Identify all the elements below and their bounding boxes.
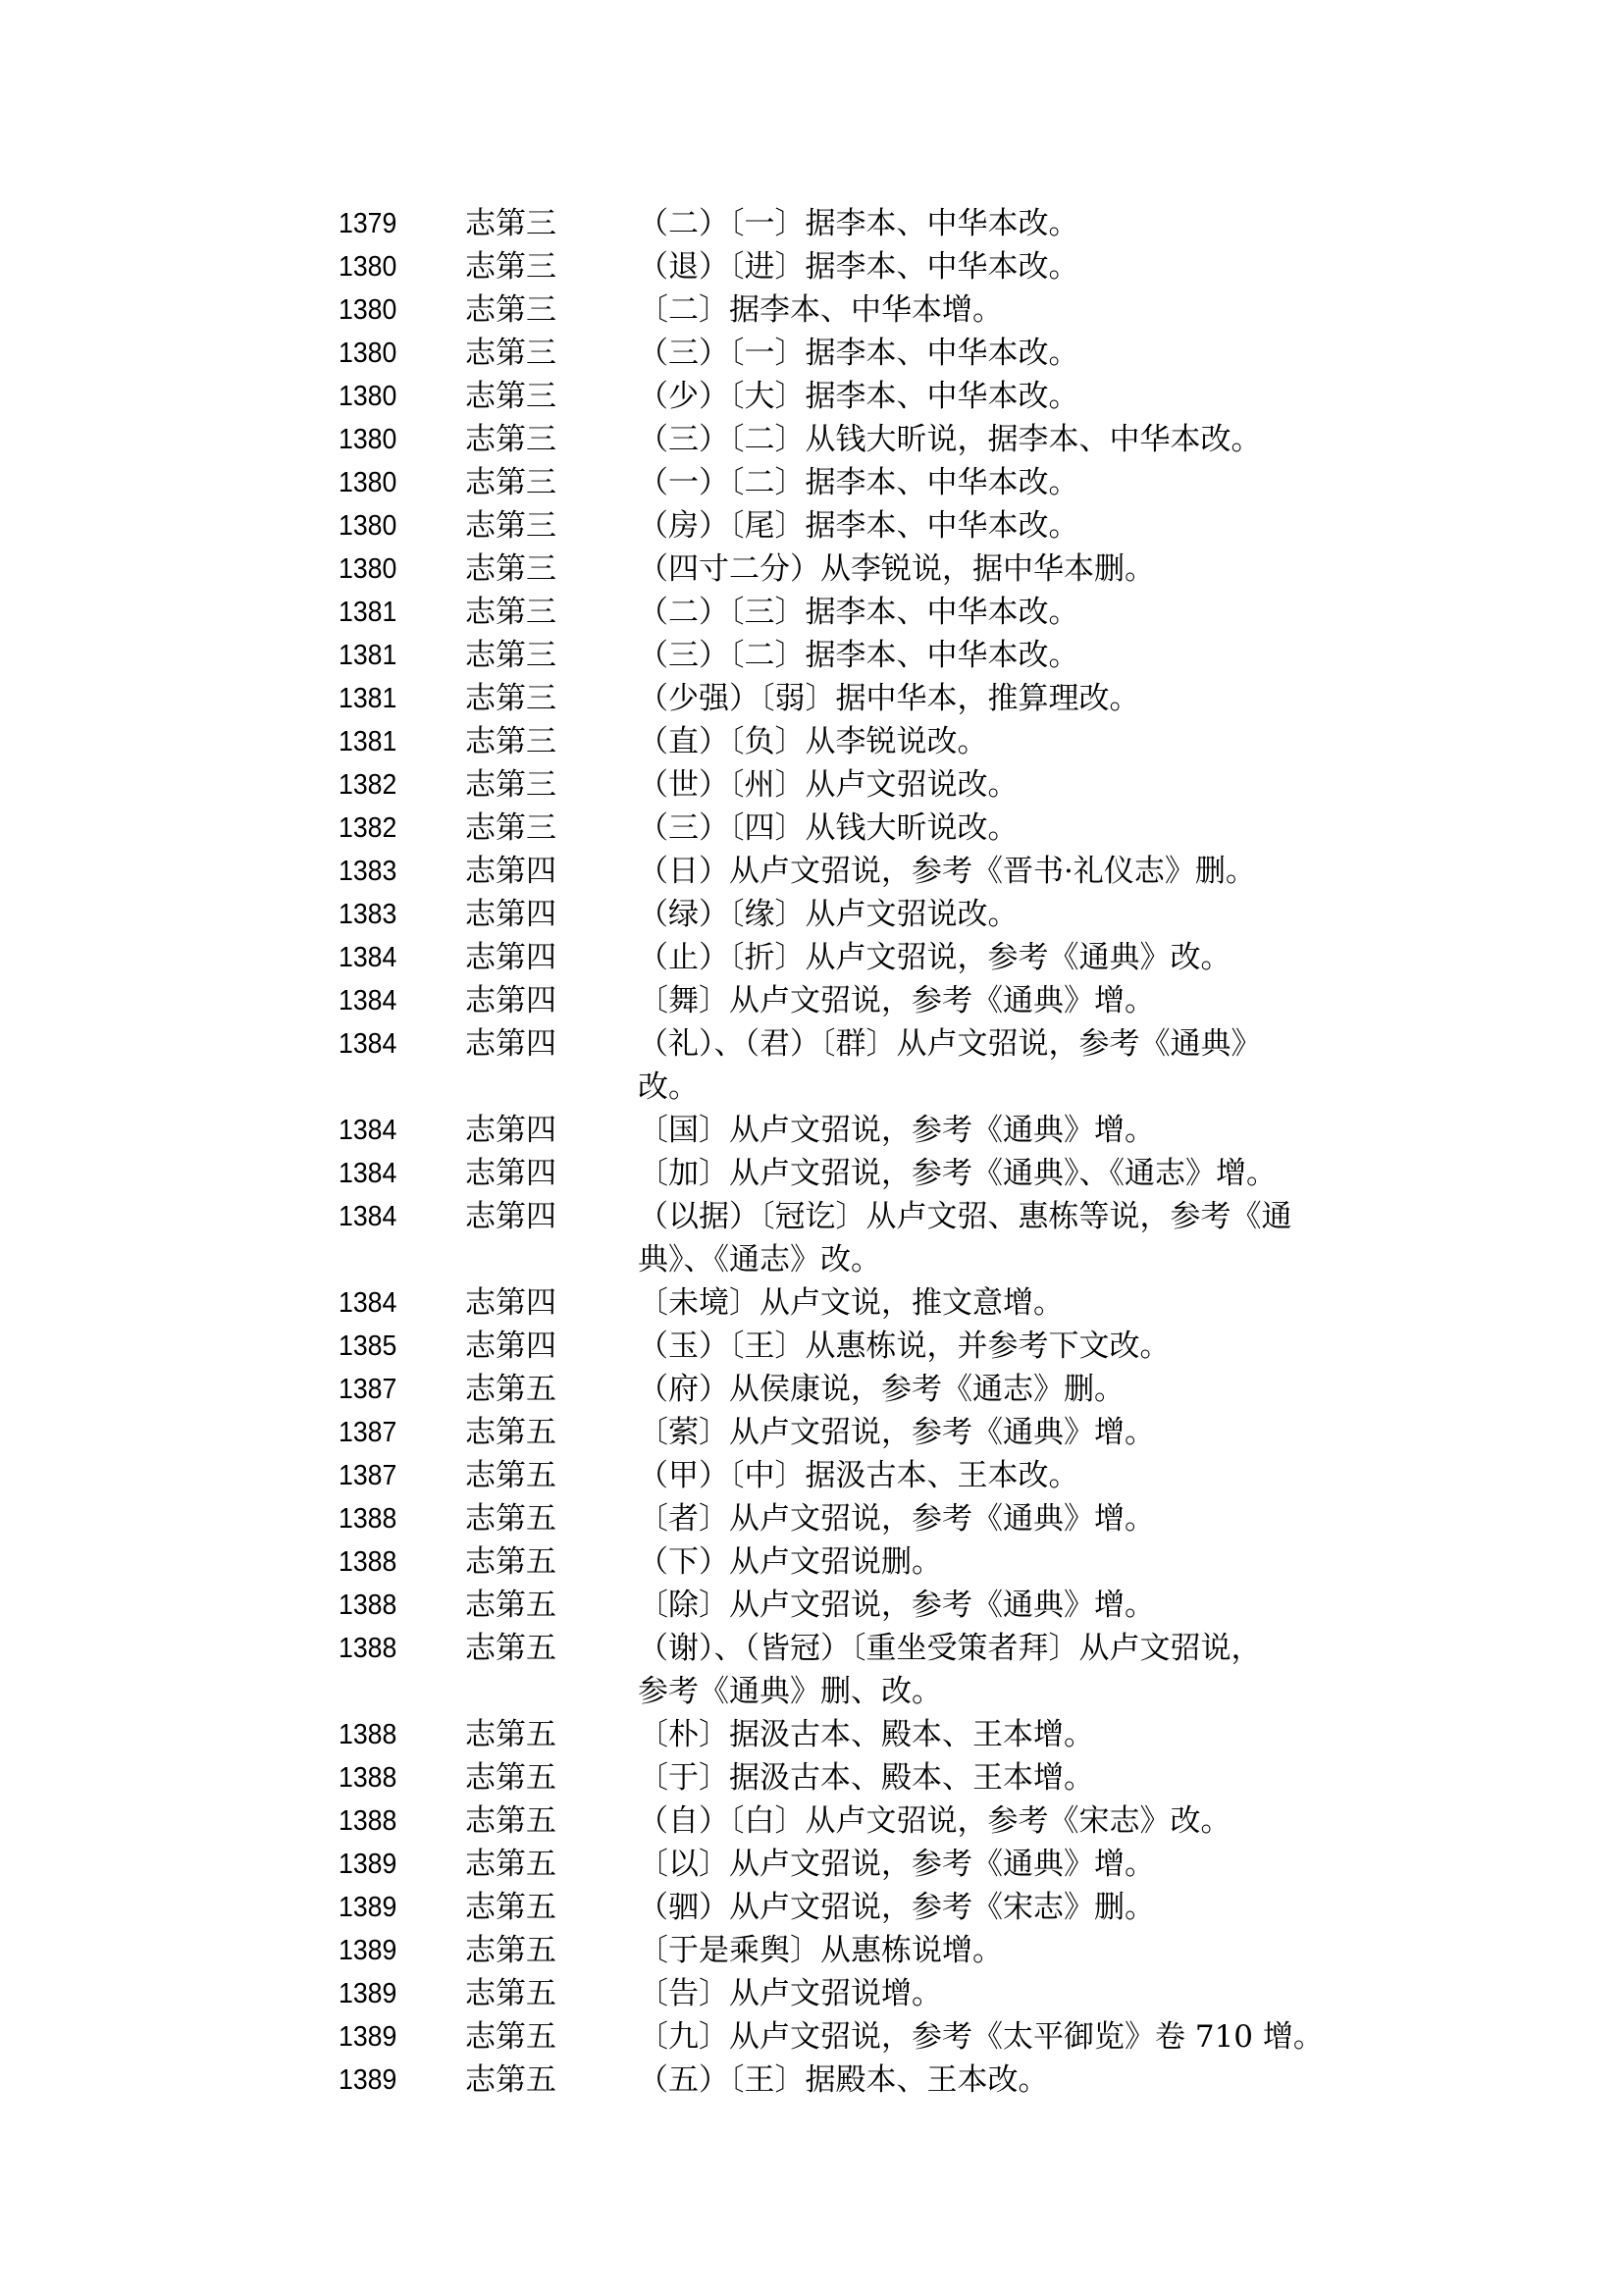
collation-note <box>638 1756 1516 1799</box>
note-line: 〔加〕从卢文弨说，参考《通典》、《通志》增。 <box>638 1156 1277 1191</box>
collation-note <box>638 807 1516 850</box>
collation-note <box>638 461 1516 504</box>
collation-note <box>638 202 1516 245</box>
collation-note <box>638 677 1516 720</box>
collation-note <box>638 1713 1516 1756</box>
page-number: 1380 <box>339 467 397 498</box>
page-number: 1380 <box>339 251 397 283</box>
chapter-label: 志第五 <box>465 1760 556 1796</box>
collation-note <box>638 1886 1516 1929</box>
page-number: 1381 <box>339 726 397 757</box>
note-line: （三）〔二〕据李本、中华本改。 <box>638 638 1079 673</box>
collation-notes-list <box>339 202 1516 2102</box>
page-number: 1384 <box>339 985 397 1017</box>
collation-note <box>638 763 1516 807</box>
chapter-label: 志第四 <box>465 1285 556 1321</box>
note-line: 〔于是乘舆〕从惠栋说增。 <box>638 1933 1003 1968</box>
page-number: 1387 <box>339 1374 397 1405</box>
chapter-label: 志第三 <box>465 767 556 803</box>
note-line: （少强）〔弱〕据中华本，推算理改。 <box>638 681 1140 716</box>
note-line: （驷）从卢文弨说，参考《宋志》删。 <box>638 1890 1155 1925</box>
note-entry-row <box>339 936 1516 979</box>
chapter-label: 志第三 <box>465 292 556 328</box>
page-number: 1387 <box>339 1460 397 1491</box>
chapter-label: 志第四 <box>465 1156 556 1191</box>
page-number: 1388 <box>339 1546 397 1578</box>
page-number: 1388 <box>339 1719 397 1750</box>
chapter-label: 志第五 <box>465 2062 556 2098</box>
page-number: 1384 <box>339 1158 397 1189</box>
chapter-label: 志第四 <box>465 940 556 975</box>
note-line: （玉）〔王〕从惠栋说，并参考下文改。 <box>638 1329 1171 1364</box>
note-line: （下）从卢文弨说删。 <box>638 1544 942 1580</box>
note-line: （四寸二分）从李锐说，据中华本删。 <box>638 551 1155 587</box>
collation-note <box>638 1325 1516 1368</box>
note-entry-row <box>339 1886 1516 1929</box>
collation-note <box>638 1022 1516 1109</box>
collation-note <box>638 332 1516 375</box>
chapter-label: 志第四 <box>465 1026 556 1062</box>
note-entry-row <box>339 893 1516 936</box>
note-entry-row <box>339 850 1516 893</box>
note-line: 典》、《通志》改。 <box>638 1242 881 1277</box>
page-number: 1380 <box>339 294 397 326</box>
note-line: （世）〔州〕从卢文弨说改。 <box>638 767 1019 803</box>
page-number: 1388 <box>339 1503 397 1535</box>
chapter-label: 志第三 <box>465 249 556 285</box>
chapter-label: 志第五 <box>465 1976 556 2011</box>
collation-note <box>638 634 1516 677</box>
page-number: 1383 <box>339 899 397 930</box>
collation-note <box>638 979 1516 1022</box>
page-number: 1380 <box>339 338 397 369</box>
page-number: 1384 <box>339 1028 397 1060</box>
chapter-label: 志第五 <box>465 1803 556 1839</box>
note-entry-row <box>339 202 1516 245</box>
note-line: （直）〔负〕从李锐说改。 <box>638 724 988 759</box>
chapter-label: 志第五 <box>465 1631 556 1666</box>
page-number: 1389 <box>339 2021 397 2053</box>
collation-note <box>638 1109 1516 1152</box>
page-number: 1381 <box>339 640 397 671</box>
chapter-label: 志第五 <box>465 1458 556 1493</box>
note-entry-row <box>339 634 1516 677</box>
page-number: 1387 <box>339 1417 397 1448</box>
page-number: 1389 <box>339 1849 397 1880</box>
chapter-label: 志第五 <box>465 2019 556 2055</box>
page-number: 1379 <box>339 208 397 239</box>
note-entry-row <box>339 1195 1516 1281</box>
note-entry-row <box>339 1152 1516 1195</box>
note-entry-row <box>339 418 1516 461</box>
collation-note <box>638 288 1516 332</box>
chapter-label: 志第四 <box>465 1113 556 1148</box>
collation-note <box>638 1972 1516 2015</box>
note-line: （礼）、（君）〔群〕从卢文弨说，参考《通典》 <box>638 1026 1262 1062</box>
note-entry-row <box>339 461 1516 504</box>
note-line: 〔舞〕从卢文弨说，参考《通典》增。 <box>638 983 1155 1018</box>
note-entry-row <box>339 1929 1516 1972</box>
note-line: 〔除〕从卢文弨说，参考《通典》增。 <box>638 1588 1155 1623</box>
collation-note <box>638 2015 1516 2059</box>
collation-note <box>638 1843 1516 1886</box>
chapter-label: 志第三 <box>465 638 556 673</box>
note-entry-row <box>339 807 1516 850</box>
note-entry-row <box>339 245 1516 288</box>
page-number: 1384 <box>339 1201 397 1232</box>
chapter-label: 志第五 <box>465 1501 556 1537</box>
page-number: 1381 <box>339 683 397 714</box>
collation-note <box>638 547 1516 591</box>
note-line: （日）从卢文弨说，参考《晋书·礼仪志》删。 <box>638 854 1256 889</box>
chapter-label: 志第四 <box>465 897 556 932</box>
note-entry-row <box>339 1843 1516 1886</box>
chapter-label: 志第五 <box>465 1544 556 1580</box>
chapter-label: 志第五 <box>465 1890 556 1925</box>
note-line: 〔告〕从卢文弨说增。 <box>638 1976 942 2011</box>
page-number: 1389 <box>339 1892 397 1923</box>
note-line: （甲）〔中〕据汲古本、王本改。 <box>638 1458 1079 1493</box>
note-line: （房）〔尾〕据李本、中华本改。 <box>638 508 1079 544</box>
note-entry-row <box>339 375 1516 418</box>
chapter-label: 志第四 <box>465 854 556 889</box>
chapter-label: 志第三 <box>465 724 556 759</box>
note-line: 〔未境〕从卢文说，推文意增。 <box>638 1285 1064 1321</box>
chapter-label: 志第四 <box>465 983 556 1018</box>
note-line: 〔于〕据汲古本、殿本、王本增。 <box>638 1760 1094 1796</box>
chapter-label: 志第五 <box>465 1415 556 1450</box>
chapter-label: 志第三 <box>465 422 556 457</box>
collation-note <box>638 1799 1516 1843</box>
note-entry-row <box>339 504 1516 547</box>
note-line: （五）〔王〕据殿本、王本改。 <box>638 2062 1049 2098</box>
note-line: 〔九〕从卢文弨说，参考《太平御览》卷 710 增。 <box>638 2019 1324 2055</box>
page-number: 1381 <box>339 597 397 628</box>
note-entry-row <box>339 288 1516 332</box>
note-entry-row <box>339 720 1516 763</box>
page-number: 1389 <box>339 1978 397 2009</box>
chapter-label: 志第四 <box>465 1329 556 1364</box>
note-entry-row <box>339 1454 1516 1497</box>
collation-note <box>638 1454 1516 1497</box>
collation-note <box>638 1281 1516 1325</box>
page-number: 1388 <box>339 1805 397 1837</box>
note-entry-row <box>339 1627 1516 1713</box>
note-line: 〔朴〕据汲古本、殿本、王本增。 <box>638 1717 1094 1752</box>
page-number: 1388 <box>339 1762 397 1794</box>
note-entry-row <box>339 1497 1516 1540</box>
collation-note <box>638 1540 1516 1584</box>
chapter-label: 志第三 <box>465 379 556 414</box>
collation-note <box>638 1195 1516 1281</box>
note-entry-row <box>339 979 1516 1022</box>
chapter-label: 志第三 <box>465 206 556 241</box>
chapter-label: 志第三 <box>465 336 556 371</box>
note-line: 参考《通典》删、改。 <box>638 1674 942 1709</box>
page-number: 1384 <box>339 1287 397 1319</box>
collation-note <box>638 720 1516 763</box>
note-line: （三）〔一〕据李本、中华本改。 <box>638 336 1079 371</box>
collation-note <box>638 2059 1516 2102</box>
note-line: 〔以〕从卢文弨说，参考《通典》增。 <box>638 1847 1155 1882</box>
note-entry-row <box>339 1325 1516 1368</box>
note-entry-row <box>339 677 1516 720</box>
page-number: 1385 <box>339 1330 397 1362</box>
chapter-label: 志第三 <box>465 595 556 630</box>
page-number: 1388 <box>339 1633 397 1664</box>
note-entry-row <box>339 547 1516 591</box>
page-number: 1389 <box>339 1935 397 1966</box>
chapter-label: 志第五 <box>465 1847 556 1882</box>
collation-note <box>638 245 1516 288</box>
note-line: 〔萦〕从卢文弨说，参考《通典》增。 <box>638 1415 1155 1450</box>
collation-note <box>638 1627 1516 1713</box>
page-number: 1384 <box>339 942 397 973</box>
note-line: （府）从侯康说，参考《通志》删。 <box>638 1372 1125 1407</box>
collation-note <box>638 1497 1516 1540</box>
note-line: （以据）〔冠讫〕从卢文弨、惠栋等说，参考《通 <box>638 1199 1292 1234</box>
chapter-label: 志第五 <box>465 1717 556 1752</box>
note-line: 〔国〕从卢文弨说，参考《通典》增。 <box>638 1113 1155 1148</box>
page-number: 1380 <box>339 553 397 585</box>
note-entry-row <box>339 1368 1516 1411</box>
collation-note <box>638 504 1516 547</box>
note-entry-row <box>339 1756 1516 1799</box>
note-line: （一）〔二〕据李本、中华本改。 <box>638 465 1079 500</box>
chapter-label: 志第三 <box>465 810 556 846</box>
collation-note <box>638 1411 1516 1454</box>
note-entry-row <box>339 1972 1516 2015</box>
note-line: （二）〔一〕据李本、中华本改。 <box>638 206 1079 241</box>
chapter-label: 志第四 <box>465 1199 556 1234</box>
note-line: （二）〔三〕据李本、中华本改。 <box>638 595 1079 630</box>
chapter-label: 志第三 <box>465 508 556 544</box>
note-entry-row <box>339 1281 1516 1325</box>
note-entry-row <box>339 1799 1516 1843</box>
collation-note <box>638 1152 1516 1195</box>
chapter-label: 志第五 <box>465 1588 556 1623</box>
note-line: （少）〔大〕据李本、中华本改。 <box>638 379 1079 414</box>
page-number: 1380 <box>339 424 397 455</box>
note-line: （三）〔四〕从钱大昕说改。 <box>638 810 1019 846</box>
note-entry-row <box>339 2059 1516 2102</box>
page-number: 1380 <box>339 510 397 542</box>
note-entry-row <box>339 1713 1516 1756</box>
collation-note <box>638 375 1516 418</box>
collation-note <box>638 418 1516 461</box>
chapter-label: 志第三 <box>465 551 556 587</box>
note-line: （绿）〔缘〕从卢文弨说改。 <box>638 897 1019 932</box>
note-line: 〔二〕据李本、中华本增。 <box>638 292 1003 328</box>
collation-note <box>638 1929 1516 1972</box>
note-entry-row <box>339 1584 1516 1627</box>
page-number: 1388 <box>339 1590 397 1621</box>
note-line: （三）〔二〕从钱大昕说，据李本、中华本改。 <box>638 422 1262 457</box>
collation-note <box>638 893 1516 936</box>
chapter-label: 志第五 <box>465 1933 556 1968</box>
page-number: 1384 <box>339 1115 397 1146</box>
note-line: （自）〔白〕从卢文弨说，参考《宋志》改。 <box>638 1803 1231 1839</box>
collation-note <box>638 591 1516 634</box>
note-entry-row <box>339 332 1516 375</box>
collation-note <box>638 850 1516 893</box>
page-number: 1380 <box>339 381 397 412</box>
note-line: （止）〔折〕从卢文弨说，参考《通典》改。 <box>638 940 1231 975</box>
page-number: 1389 <box>339 2064 397 2096</box>
note-line: （退）〔进〕据李本、中华本改。 <box>638 249 1079 285</box>
collation-note <box>638 1368 1516 1411</box>
page-number: 1383 <box>339 856 397 887</box>
note-line: （谢）、（皆冠）〔重坐受策者拜〕从卢文弨说， <box>638 1631 1262 1666</box>
chapter-label: 志第三 <box>465 465 556 500</box>
note-entry-row <box>339 763 1516 807</box>
page-number: 1382 <box>339 812 397 844</box>
note-line: 〔者〕从卢文弨说，参考《通典》增。 <box>638 1501 1155 1537</box>
note-entry-row <box>339 1109 1516 1152</box>
note-entry-row <box>339 591 1516 634</box>
page-number: 1382 <box>339 769 397 801</box>
chapter-label: 志第三 <box>465 681 556 716</box>
chapter-label: 志第五 <box>465 1372 556 1407</box>
note-line: 改。 <box>638 1069 699 1105</box>
collation-note <box>638 1584 1516 1627</box>
note-entry-row <box>339 1022 1516 1109</box>
note-entry-row <box>339 1411 1516 1454</box>
collation-note <box>638 936 1516 979</box>
note-entry-row <box>339 2015 1516 2059</box>
note-entry-row <box>339 1540 1516 1584</box>
